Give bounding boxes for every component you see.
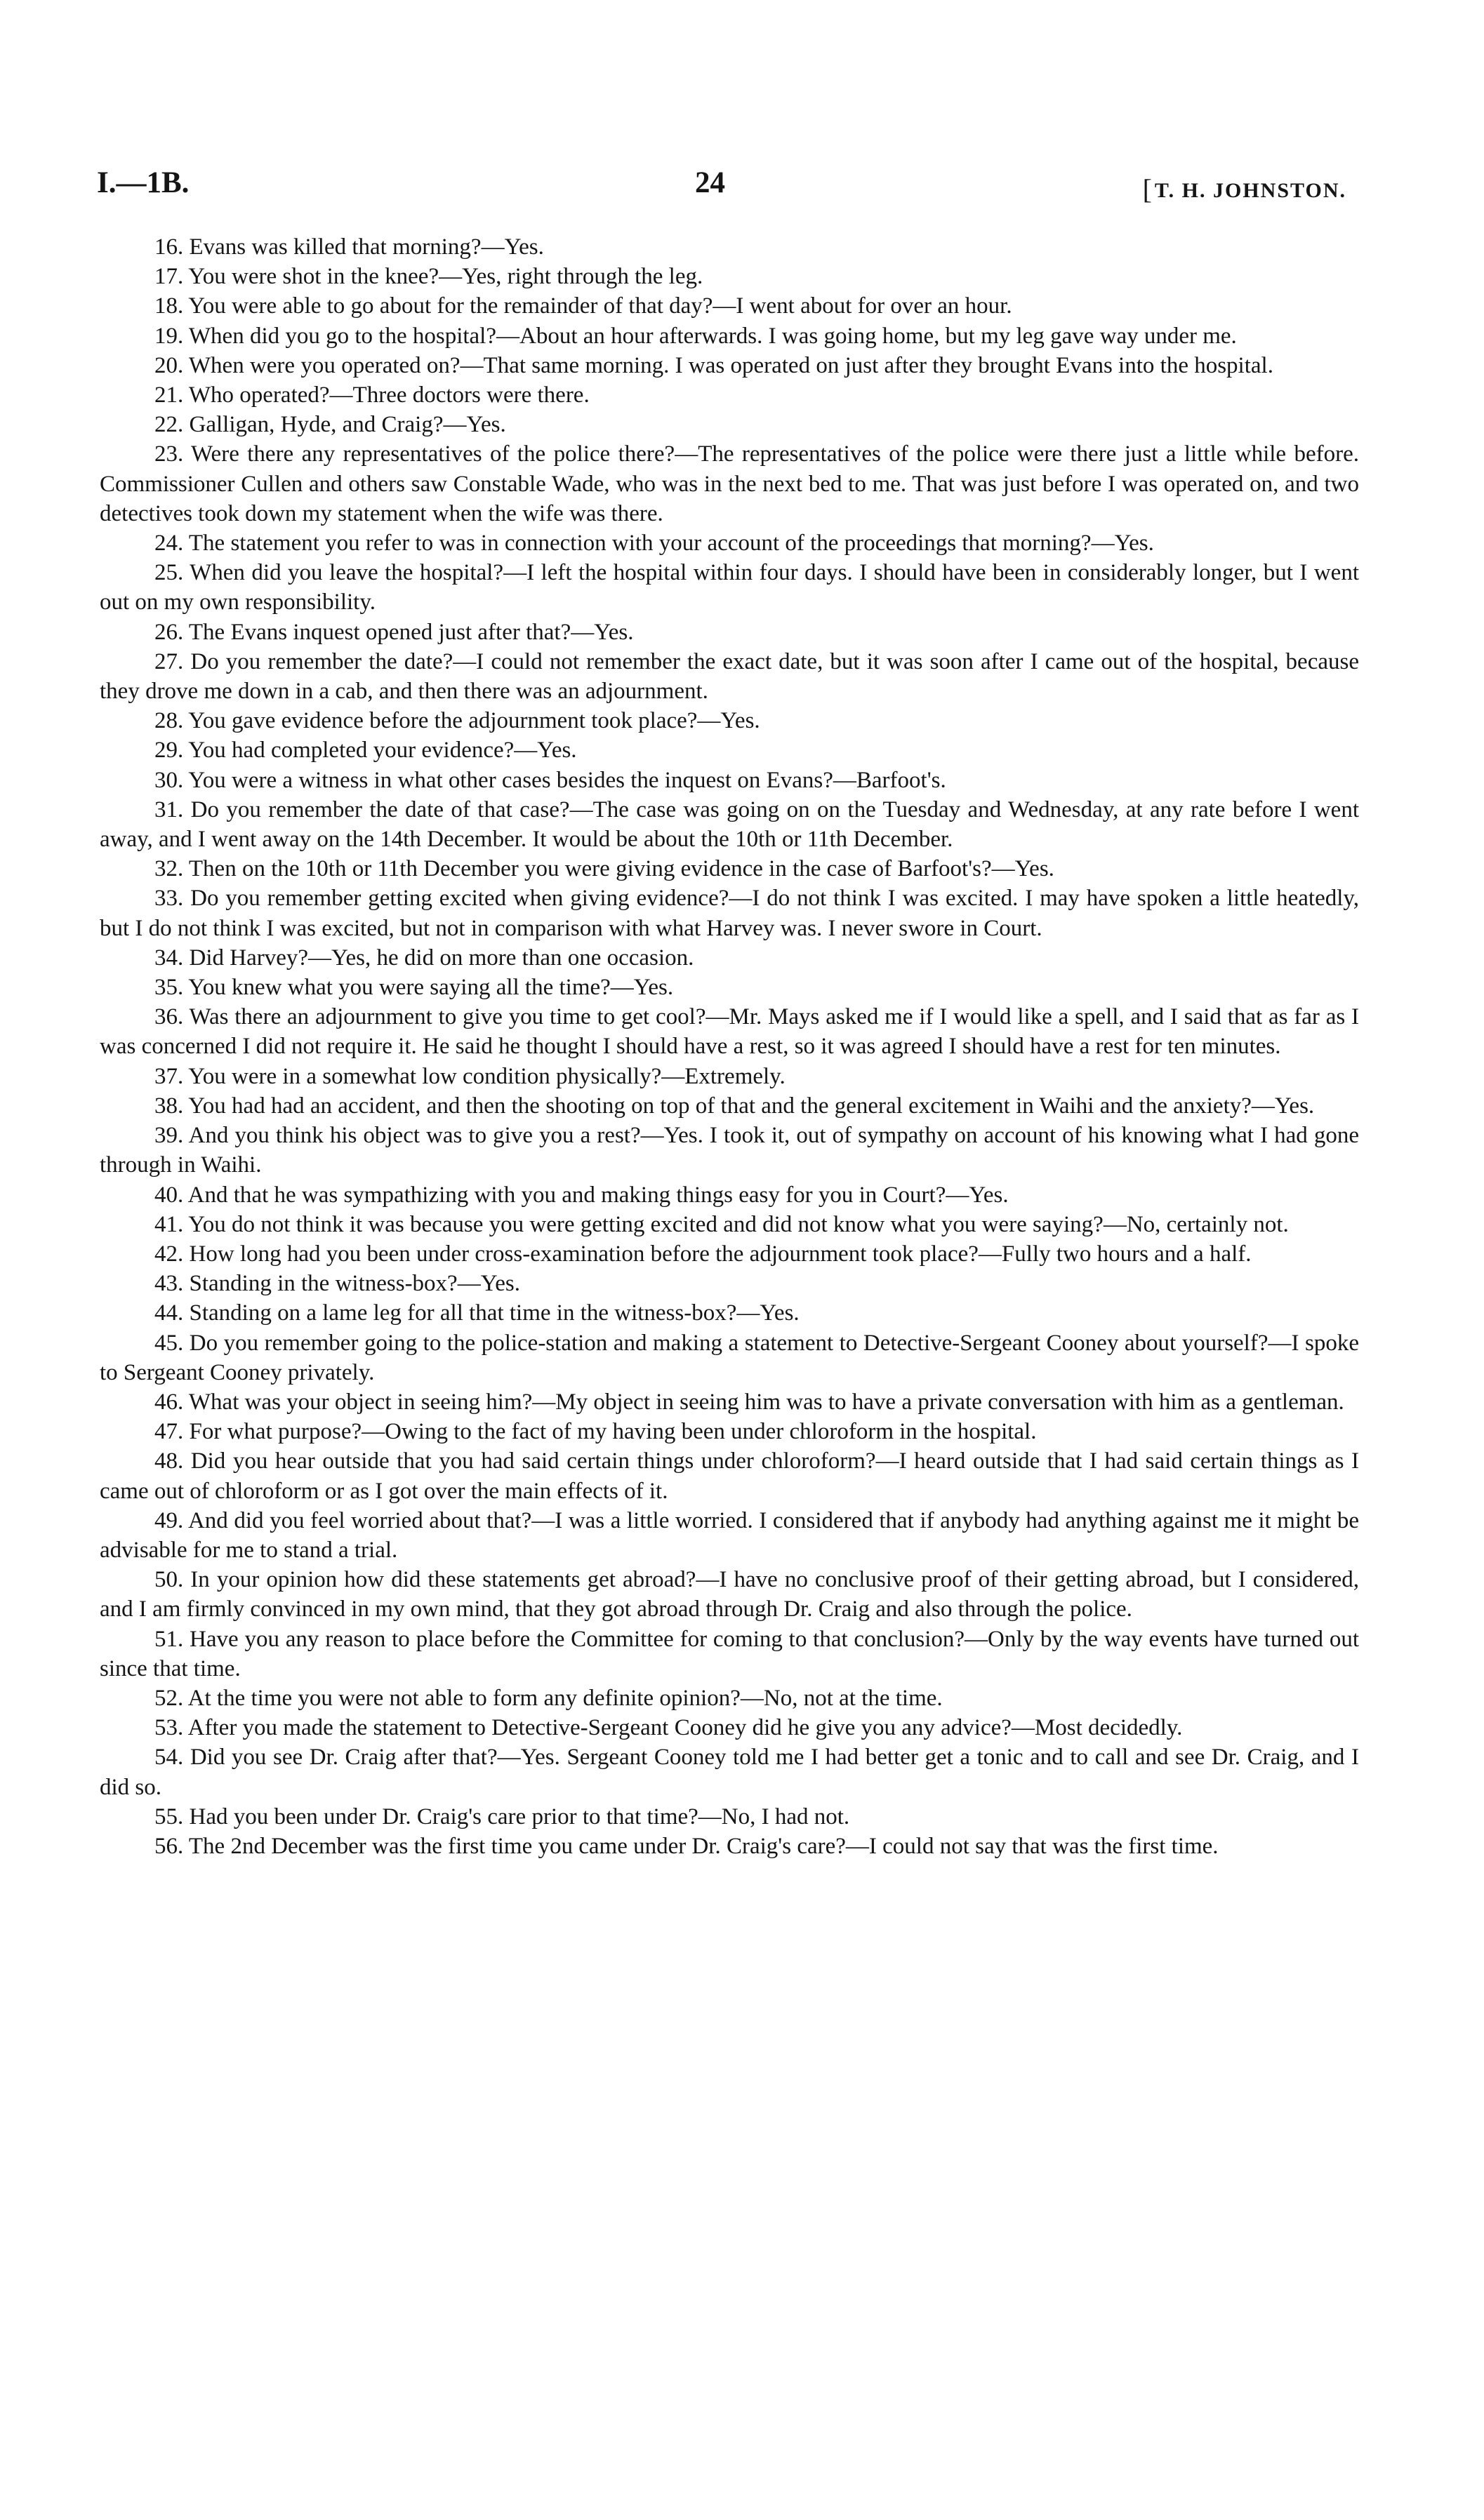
header-bracket: [ xyxy=(1142,173,1153,205)
question-answer-22: 22. Galligan, Hyde, and Craig?—Yes. xyxy=(154,412,506,438)
question-answer-38: 38. You had had an accident, and then the shooting on top of that and the general excitement in Waihi and the anxiety?—Yes. xyxy=(154,1093,1315,1119)
question-answer-35: 35. You knew what you were saying all the time?—Yes. xyxy=(154,975,674,1001)
question-answer-55: 55. Had you been under Dr. Craig's care prior to that time?—No, I had not. xyxy=(154,1804,850,1829)
question-answer-32: 32. Then on the 10th or 11th December you were giving evidence in the case of Barfoot's?—Yes. xyxy=(154,856,1054,882)
question-answer-28: 28. You gave evidence before the adjournment took place?—Yes. xyxy=(154,708,760,734)
question-answer-26: 26. The Evans inquest opened just after that?—Yes. xyxy=(154,619,634,645)
question-answer-31: 31. Do you remember the date of that case?—The case was going on on the Tuesday and Wednesday, at any rate before I went away, and I went away on the 14th December. It would be about the 10th or 11th December. xyxy=(100,796,1359,853)
question-answer-17: 17. You were shot in the knee?—Yes, right through the leg. xyxy=(154,264,703,290)
question-answer-48: 48. Did you hear outside that you had said certain things under chloroform?—I heard outside that I had said certain things as I came out of chloroform or as I got over the main effects of it. xyxy=(100,1448,1359,1504)
witness-name-header xyxy=(1143,171,1346,204)
question-answer-20: 20. When were you operated on?—That same morning. I was operated on just after they brought Evans into the hospital. xyxy=(154,352,1273,378)
question-answer-41: 41. You do not think it was because you were getting excited and did not know what you were saying?—No, certainly not. xyxy=(154,1211,1289,1237)
parliamentary-paper-reference: I.—1B. xyxy=(97,166,190,199)
question-answer-27: 27. Do you remember the date?—I could not remember the exact date, but it was soon after I came out of the hospital, because they drove me down in a cab, and then there was an adjournment. xyxy=(100,648,1359,705)
question-answer-33: 33. Do you remember getting excited when giving evidence?—I do not think I was excited. I may have spoken a little heatedly, but I do not think I was excited, but not in comparison with what Harvey was. I never swore in Court. xyxy=(100,886,1359,941)
question-answer-46: 46. What was your object in seeing him?—My object in seeing him was to have a private conversation with him as a gentleman. xyxy=(154,1389,1344,1415)
question-answer-16: 16. Evans was killed that morning?—Yes. xyxy=(154,234,544,260)
question-answer-44: 44. Standing on a lame leg for all that time in the witness-box?—Yes. xyxy=(154,1300,800,1326)
question-answer-50: 50. In your opinion how did these statements get abroad?—I have no conclusive proof of their getting abroad, but I considered, and I am firmly convinced in my own mind, that they got abroad through Dr. Craig and also through the police. xyxy=(100,1567,1359,1622)
transcript-body xyxy=(100,232,1359,1861)
question-answer-51: 51. Have you any reason to place before the Committee for coming to that conclusion?—Only by the way events have turned out since that time. xyxy=(100,1626,1359,1681)
question-answer-45: 45. Do you remember going to the police-station and making a statement to Detective-Sergeant Cooney about yourself?—I spoke to Sergeant Cooney privately. xyxy=(100,1330,1359,1385)
question-answer-29: 29. You had completed your evidence?—Yes. xyxy=(154,738,577,764)
question-answer-30: 30. You were a witness in what other cases besides the inquest on Evans?—Barfoot's. xyxy=(154,767,946,793)
question-answer-42: 42. How long had you been under cross-examination before the adjournment took place?—Fully two hours and a half. xyxy=(154,1241,1252,1267)
question-answer-36: 36. Was there an adjournment to give you time to get cool?—Mr. Mays asked me if I would like a spell, and I said that as far as I was concerned I did not require it. He said he thought I should have a rest, so it was agreed I should have a rest for ten minutes. xyxy=(100,1004,1359,1060)
page-number: 24 xyxy=(695,166,725,199)
question-answer-52: 52. At the time you were not able to form any definite opinion?—No, not at the time. xyxy=(154,1685,943,1711)
question-answer-49: 49. And did you feel worried about that?—I was a little worried. I considered that if anybody had anything against me it might be advisable for me to stand a trial. xyxy=(100,1507,1359,1563)
question-answer-54: 54. Did you see Dr. Craig after that?—Yes. Sergeant Cooney told me I had better get a tonic and to call and see Dr. Craig, and I did so. xyxy=(100,1745,1359,1800)
question-answer-25: 25. When did you leave the hospital?—I left the hospital within four days. I should have been in considerably longer, but I went out on my own responsibility. xyxy=(100,560,1359,615)
question-answer-53: 53. After you made the statement to Detective-Sergeant Cooney did he give you any advice?—Most decidedly. xyxy=(154,1715,1183,1741)
witness-name: T. H. JOHNSTON. xyxy=(1154,179,1346,202)
question-answer-39: 39. And you think his object was to give you a rest?—Yes. I took it, out of sympathy on account of his knowing what I had gone through in Waihi. xyxy=(100,1123,1359,1178)
question-answer-47: 47. For what purpose?—Owing to the fact of my having been under chloroform in the hospital. xyxy=(154,1419,1037,1445)
question-answer-34: 34. Did Harvey?—Yes, he did on more than one occasion. xyxy=(154,945,694,971)
question-answer-21: 21. Who operated?—Three doctors were there. xyxy=(154,382,590,408)
question-answer-43: 43. Standing in the witness-box?—Yes. xyxy=(154,1271,520,1297)
question-answer-18: 18. You were able to go about for the remainder of that day?—I went about for over an hour. xyxy=(154,293,1012,319)
question-answer-56: 56. The 2nd December was the first time you came under Dr. Craig's care?—I could not say that was the first time. xyxy=(154,1833,1219,1859)
question-answer-40: 40. And that he was sympathizing with you and making things easy for you in Court?—Yes. xyxy=(154,1182,1009,1208)
question-answer-37: 37. You were in a somewhat low condition physically?—Extremely. xyxy=(154,1063,786,1089)
question-answer-24: 24. The statement you refer to was in connection with your account of the proceedings that morning?—Yes. xyxy=(154,531,1154,556)
question-answer-19: 19. When did you go to the hospital?—About an hour afterwards. I was going home, but my leg gave way under me. xyxy=(154,323,1237,349)
question-answer-23: 23. Were there any representatives of the police there?—The representatives of the police were there just a little while before. Commissioner Cullen and others saw Constable Wade, who was in the next bed to me. That was just before I was operated on, and two detectives took down my statement when the wife was there. xyxy=(100,441,1359,526)
